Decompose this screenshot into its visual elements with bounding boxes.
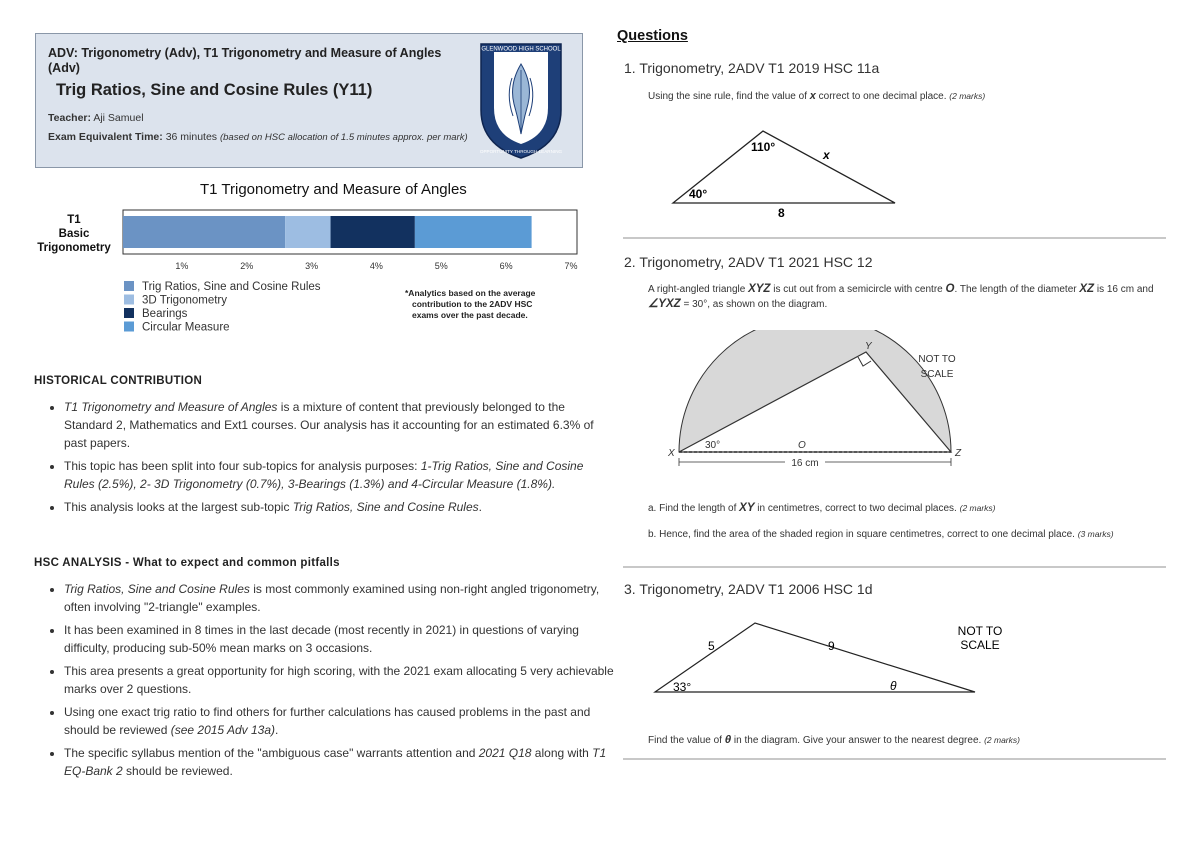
q2-text — [648, 282, 1168, 312]
chart-note-2: contribution to the 2ADV HSC — [412, 299, 533, 309]
q3-side-right: 9 — [828, 639, 835, 653]
hsc-bullet-3 — [64, 662, 614, 698]
hsc-bullet-4 — [64, 703, 614, 739]
q2-part-b — [648, 527, 1163, 542]
q1-text-a: Using the sine rule, find the value of — [648, 91, 810, 102]
hsc-bullet-5 — [64, 744, 614, 780]
chart-tick-label: 1% — [175, 261, 189, 271]
chart-legend-label-3: Bearings — [142, 308, 188, 320]
chart-legend-swatch-4 — [124, 322, 134, 332]
hsc-heading: HSC ANALYSIS - What to expect and common pitfalls — [34, 557, 340, 569]
q2-label-x: X — [668, 448, 675, 459]
divider-2 — [623, 566, 1166, 568]
chart-legend-swatch-1 — [124, 281, 134, 291]
q2-label-y: Y — [865, 341, 872, 352]
questions-heading: Questions — [617, 28, 688, 44]
hsc-bullet-2 — [64, 621, 614, 657]
q2-not-to: NOT TO — [918, 354, 956, 365]
historical-b2-text: This topic has been split into four sub-topics for analysis purposes: — [64, 459, 421, 473]
historical-b3-text: This analysis looks at the largest sub-topic — [64, 500, 293, 514]
chart-tick-label: 3% — [305, 261, 319, 271]
chart-legend-label-2: 3D Trigonometry — [142, 294, 228, 307]
chart-category-label-3: Trigonometry — [37, 242, 111, 254]
q3-var: θ — [724, 734, 732, 746]
q2-diameter: XZ — [1079, 283, 1095, 295]
chart-category-label-2: Basic — [58, 228, 90, 240]
hsc-b4-text: Using one exact trig ratio to find others for further calculations has caused problems in the past and should be reviewed — [64, 705, 591, 737]
teacher-line — [48, 112, 144, 124]
q3-scale: SCALE — [960, 638, 1000, 652]
chart-tick-label: 5% — [434, 261, 448, 271]
q1-marks: (2 marks) — [949, 91, 986, 101]
hsc-bullet-1 — [64, 580, 614, 616]
q2-triangle-name: XYZ — [748, 283, 771, 295]
q2-text-e: = 30°, as shown on the diagram. — [680, 299, 828, 310]
historical-b2-emph: 1-Trig Ratios, Sine and Cosine Rules (2.5%), 2- 3D Trigonometry (0.7%), 3-Bearings (1.3%) and 4-Circular Measure (1.8%). — [64, 459, 584, 491]
historical-b3-end: . — [478, 500, 482, 514]
q3-angle: 33° — [673, 680, 692, 694]
logo-text-bottom: OPPORTUNITY THROUGH LEARNING — [479, 149, 563, 154]
q2-title: 2. Trigonometry, 2ADV T1 2021 HSC 12 — [624, 254, 873, 270]
chart-note-3: exams over the past decade. — [412, 310, 528, 320]
hsc-b5-emph: 2021 Q18 — [478, 746, 532, 760]
chart-category-label-1: T1 — [67, 214, 81, 226]
chart-legend-label-4: Circular Measure — [142, 321, 230, 334]
exam-time-label: Exam Equivalent Time: — [48, 131, 163, 143]
q3-triangle-diagram — [645, 615, 1015, 700]
q2-text-b: is cut out from a semicircle with centre — [770, 284, 946, 295]
header-box — [35, 33, 583, 168]
hsc-b5-end: should be reviewed. — [122, 764, 233, 778]
q2-semicircle-diagram — [665, 330, 975, 475]
historical-b3-emph: Trig Ratios, Sine and Cosine Rules — [292, 500, 479, 514]
chart-note-1: *Analytics based on the average — [405, 288, 536, 298]
q2-part-b-text: b. Hence, find the area of the shaded region in square centimetres, correct to one decimal place. — [648, 529, 1075, 540]
q1-angle-top: 110° — [751, 140, 776, 154]
chart-legend-swatch-3 — [124, 308, 134, 318]
teacher-name: Aji Samuel — [93, 112, 144, 124]
teacher-label: Teacher: — [48, 112, 91, 124]
q2-label-z: Z — [955, 448, 962, 459]
school-logo — [476, 40, 566, 167]
q1-title: 1. Trigonometry, 2ADV T1 2019 HSC 11a — [624, 60, 880, 76]
q2-part-a-marks: (2 marks) — [959, 503, 996, 513]
hsc-b5-text: The specific syllabus mention of the "ambiguous case" warrants attention and — [64, 746, 479, 760]
q1-triangle-diagram — [665, 125, 905, 220]
q2-part-a-var: XY — [739, 502, 755, 514]
q2-scale: SCALE — [920, 369, 954, 380]
hsc-b2-text: It has been examined in 8 times in the last decade (most recently in 2021) in questions of varying difficulty, producing sub-50% mean marks on 3 occasions. — [64, 623, 579, 655]
hsc-b5-mid: along with — [531, 746, 593, 760]
chart-legend-label-1: Trig Ratios, Sine and Cosine Rules — [142, 281, 321, 293]
hsc-b5-emph2: T1 EQ-Bank 2 — [64, 746, 607, 778]
q1-var: x — [809, 90, 816, 102]
hsc-b1-emph: Trig Ratios, Sine and Cosine Rules — [64, 582, 250, 596]
chart-bar-segment-4 — [415, 216, 532, 248]
historical-list — [38, 398, 614, 521]
q2-part-a-text: a. Find the length of — [648, 503, 740, 514]
q2-angle: ∠YXZ — [648, 298, 681, 310]
divider-3 — [623, 758, 1166, 760]
hsc-b4-emph: (see 2015 Adv 13a) — [170, 723, 276, 737]
page-title: Trig Ratios, Sine and Cosine Rules (Y11) — [56, 81, 373, 99]
historical-bullet-1 — [64, 398, 614, 452]
chart-bar-segment-3 — [331, 216, 415, 248]
q2-part-b-marks: (3 marks) — [1077, 529, 1114, 539]
q3-not-to: NOT TO — [957, 624, 1003, 638]
chart-legend-swatch-2 — [124, 295, 134, 305]
q2-part-a — [648, 502, 996, 514]
historical-bullet-3 — [64, 498, 614, 516]
hsc-list — [38, 580, 614, 785]
chart-tick-label: 4% — [369, 261, 383, 271]
chart-bar-segment-2 — [285, 216, 330, 248]
course-title: ADV: Trigonometry (Adv), T1 Trigonometry and Measure of Angles (Adv) — [48, 46, 442, 75]
q2-text-d: is 16 cm and — [1094, 284, 1154, 295]
q1-angle-left: 40° — [689, 187, 708, 201]
hsc-b1-text: is most commonly examined using non-right angled trigonometry, often involving "2-triangle" examples. — [64, 582, 600, 614]
exam-time-line — [48, 130, 468, 145]
contribution-chart — [30, 205, 600, 340]
exam-time-note: (based on HSC allocation of 1.5 minutes approx. per mark) — [219, 132, 468, 143]
q1-text-b: correct to one decimal place. — [815, 91, 947, 102]
historical-heading: HISTORICAL CONTRIBUTION — [34, 375, 203, 387]
logo-text-top: GLENWOOD HIGH SCHOOL — [481, 46, 561, 53]
q2-centre: O — [945, 283, 955, 295]
chart-tick-label: 2% — [240, 261, 254, 271]
q3-marks: (2 marks) — [984, 735, 1020, 745]
historical-b1-emph: T1 Trigonometry and Measure of Angles — [64, 400, 278, 414]
q3-text-b: in the diagram. Give your answer to the nearest degree. — [731, 735, 982, 746]
q3-triangle — [655, 623, 975, 692]
historical-bullet-2 — [64, 457, 614, 493]
historical-b1-text: is a mixture of content that previously belonged to the Standard 2, Mathematics and Ext1 courses. Our analysis has it accounting for an estimated 6.3% of past papers. — [64, 400, 594, 450]
chart-title: T1 Trigonometry and Measure of Angles — [200, 181, 467, 198]
q1-text — [648, 90, 985, 102]
exam-time-value: 36 minutes — [165, 131, 218, 143]
hsc-b3-text: This area presents a great opportunity for high scoring, with the 2021 exam allocating 5 very achievable marks over 2 questions. — [64, 664, 614, 696]
q2-length-label: 16 cm — [791, 458, 819, 469]
q3-side-left: 5 — [708, 639, 715, 653]
chart-tick-label: 7% — [564, 261, 578, 271]
q3-title: 3. Trigonometry, 2ADV T1 2006 HSC 1d — [624, 581, 873, 597]
q1-base: 8 — [778, 206, 785, 220]
q3-text — [648, 734, 1020, 746]
hsc-b4-end: . — [275, 723, 279, 737]
q3-text-a: Find the value of — [648, 735, 725, 746]
q2-label-o: O — [798, 440, 806, 451]
chart-bar-segment-1 — [123, 216, 285, 248]
q1-side-x: x — [823, 148, 830, 162]
q3-theta: θ — [890, 679, 897, 693]
divider-1 — [623, 237, 1166, 239]
q2-text-c: . The length of the diameter — [954, 284, 1080, 295]
q2-angle-label: 30° — [705, 440, 721, 451]
chart-tick-label: 6% — [499, 261, 513, 271]
q2-part-a-end: in centimetres, correct to two decimal places. — [754, 503, 957, 514]
q2-text-a: A right-angled triangle — [648, 284, 749, 295]
